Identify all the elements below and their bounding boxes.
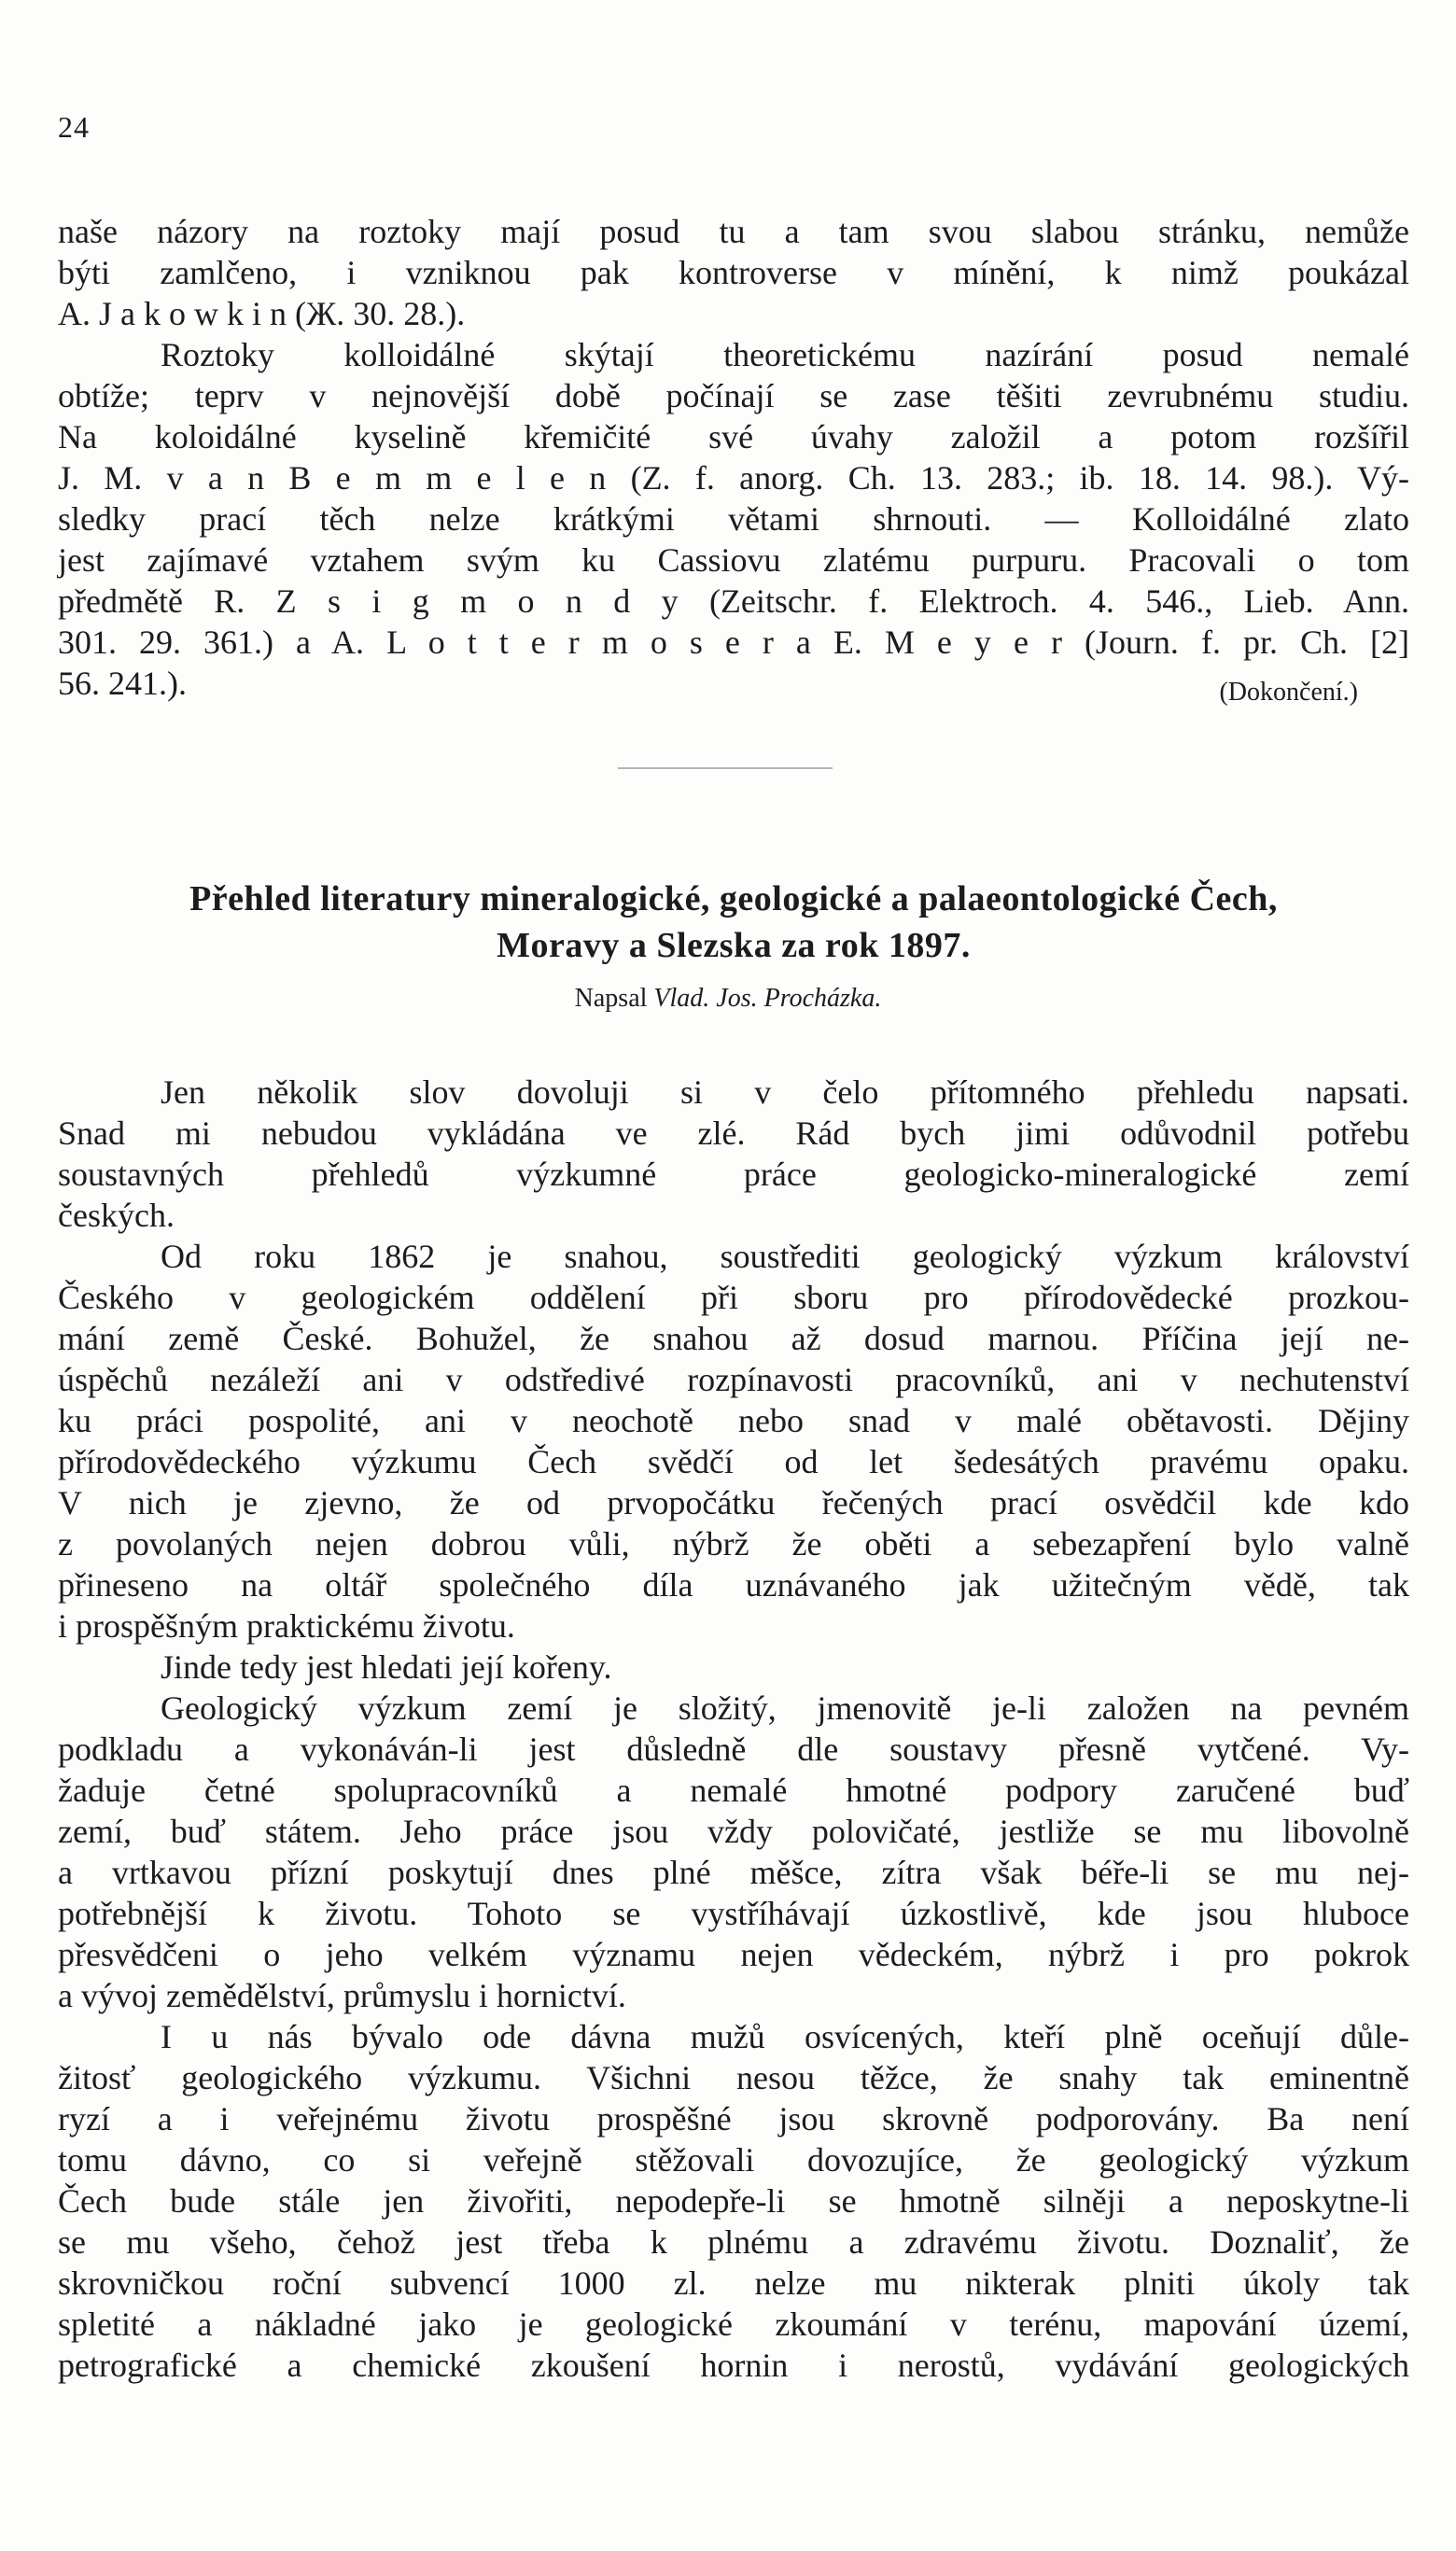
text-line: a vrtkavou přízní poskytují dnes plné měšce, zítra však béře-li se mu nej-	[58, 1854, 1409, 1891]
text-line: 56. 241.).	[58, 665, 187, 702]
text-line: českých.	[58, 1197, 175, 1234]
text-line: Čech bude stále jen živořiti, nepodepře-li se hmotně silněji a neposkytne-li	[58, 2182, 1409, 2220]
text-line: žaduje četné spolupracovníků a nemalé hmotné podpory zaručené buď	[58, 1772, 1409, 1809]
text-line: Od roku 1862 je snahou, soustřediti geologický výzkum království	[161, 1238, 1409, 1275]
text-line: přineseno na oltář společného díla uznávaného jak užitečným vědě, tak	[58, 1566, 1409, 1604]
text-line: sledky prací těch nelze krátkými větami shrnouti. — Kolloidálné zlato	[58, 500, 1409, 538]
text-line: J. M. v a n B e m m e l e n (Z. f. anorg. Ch. 13. 283.; ib. 18. 14. 98.). Vý-	[58, 459, 1409, 497]
text-line: naše názory na roztoky mají posud tu a tam svou slabou stránku, nemůže	[58, 213, 1409, 250]
text-line: úspěchů nezáleží ani v odstředivé rozpínavosti pracovníků, ani v nechutenství	[58, 1361, 1409, 1398]
text-line: ryzí a i veřejnému životu prospěšné jsou skrovně podporovány. Ba není	[58, 2100, 1409, 2138]
text-line: Geologický výzkum zemí je složitý, jmenovitě je-li založen na pevném	[161, 1689, 1409, 1727]
text-line: ku práci pospolité, ani v neochotě nebo snad v malé obětavosti. Dějiny	[58, 1402, 1409, 1439]
text-line: petrografické a chemické zkoušení hornin i nerostů, vydávání geologických	[58, 2347, 1409, 2384]
article-title-line: Přehled literatury mineralogické, geologické a palaeontologické Čech,	[189, 879, 1278, 918]
article-title	[58, 876, 1409, 969]
text-line: spletité a nákladné jako je geologické zkoumání v terénu, mapování území,	[58, 2306, 1409, 2343]
text-line: předmětě R. Z s i g m o n d y (Zeitschr. f. Elektroch. 4. 546., Lieb. Ann.	[58, 582, 1409, 620]
text-line: A. J a k o w k i n (Ж. 30. 28.).	[58, 295, 466, 332]
text-line: Českého v geologickém oddělení při sboru pro přírodovědecké prozkou-	[58, 1279, 1409, 1316]
text-line: se mu všeho, čehož jest třeba k plnému a zdravému životu. Doznaliť, že	[58, 2223, 1409, 2261]
text-line: soustavných přehledů výzkumné práce geologicko-mineralogické zemí	[58, 1156, 1409, 1193]
byline-label: Napsal	[574, 984, 648, 1013]
continuation-status: (Dokončení.)	[1219, 678, 1358, 707]
text-line: mání země České. Bohužel, že snahou až dosud marnou. Příčina její ne-	[58, 1320, 1409, 1357]
section-divider	[618, 767, 833, 769]
text-line: I u nás bývalo ode dávna mužů osvícených, kteří plně oceňují důle-	[161, 2018, 1409, 2055]
text-line: 301. 29. 361.) a A. L o t t e r m o s e r a E. M e y e r (Journ. f. pr. Ch. [2]	[58, 624, 1409, 661]
text-line: potřebnější k životu. Tohoto se vystříhávají úzkostlivě, kde jsou hluboce	[58, 1895, 1409, 1932]
text-line: podkladu a vykonáván-li jest důsledně dle soustavy přesně vytčené. Vy-	[58, 1731, 1409, 1768]
text-line: Roztoky kolloidálné skýtají theoretickému nazírání posud nemalé	[161, 336, 1409, 373]
text-line: tomu dávno, co si veřejně stěžovali dovozujíce, že geologický výzkum	[58, 2141, 1409, 2179]
text-line: obtíže; teprv v nejnovější době počínají se zase těšiti zevrubnému studiu.	[58, 377, 1409, 414]
text-line: přesvědčeni o jeho velkém významu nejen vědeckém, nýbrž i pro pokrok	[58, 1936, 1409, 1973]
author-name: Vlad. Jos. Procházka.	[653, 984, 882, 1013]
text-line: zemí, buď státem. Jeho práce jsou vždy polovičaté, jestliže se mu libovolně	[58, 1813, 1409, 1850]
text-line: Jinde tedy jest hledati její kořeny.	[161, 1648, 612, 1686]
text-line: Jen několik slov dovoluji si v čelo přítomného přehledu napsati.	[161, 1073, 1409, 1111]
article-body	[58, 1072, 1409, 2386]
text-line: přírodovědeckého výzkumu Čech svědčí od let šedesátých pravému opaku.	[58, 1443, 1409, 1480]
text-line: jest zajímavé vztahem svým ku Cassiovu zlatému purpuru. Pracovali o tom	[58, 541, 1409, 579]
text-line: býti zamlčeno, i vzniknou pak kontroverse v mínění, k nimž poukázal	[58, 254, 1409, 291]
text-line: skrovničkou roční subvencí 1000 zl. nelze mu nikterak plniti úkoly tak	[58, 2264, 1409, 2302]
text-line: a vývoj zemědělství, průmyslu i hornictví.	[58, 1977, 626, 2014]
article-byline	[0, 984, 1456, 1014]
text-line: žitosť geologického výzkumu. Všichni nesou těžce, že snahy tak eminentně	[58, 2059, 1409, 2096]
text-line: Na koloidálné kyselině křemičité své úvahy založil a potom rozšířil	[58, 418, 1409, 456]
text-line: Snad mi nebudou vykládána ve zlé. Rád bych jimi odůvodnil potřebu	[58, 1114, 1409, 1152]
text-line: i prospěšným praktickému životu.	[58, 1607, 515, 1645]
article-title-line: Moravy a Slezska za rok 1897.	[497, 926, 971, 965]
previous-article-text	[58, 211, 1409, 704]
text-line: z povolaných nejen dobrou vůli, nýbrž že oběti a sebezapření bylo valně	[58, 1525, 1409, 1563]
page-number: 24	[58, 110, 90, 144]
text-line: V nich je zjevno, že od prvopočátku řečených prací osvědčil kde kdo	[58, 1484, 1409, 1521]
